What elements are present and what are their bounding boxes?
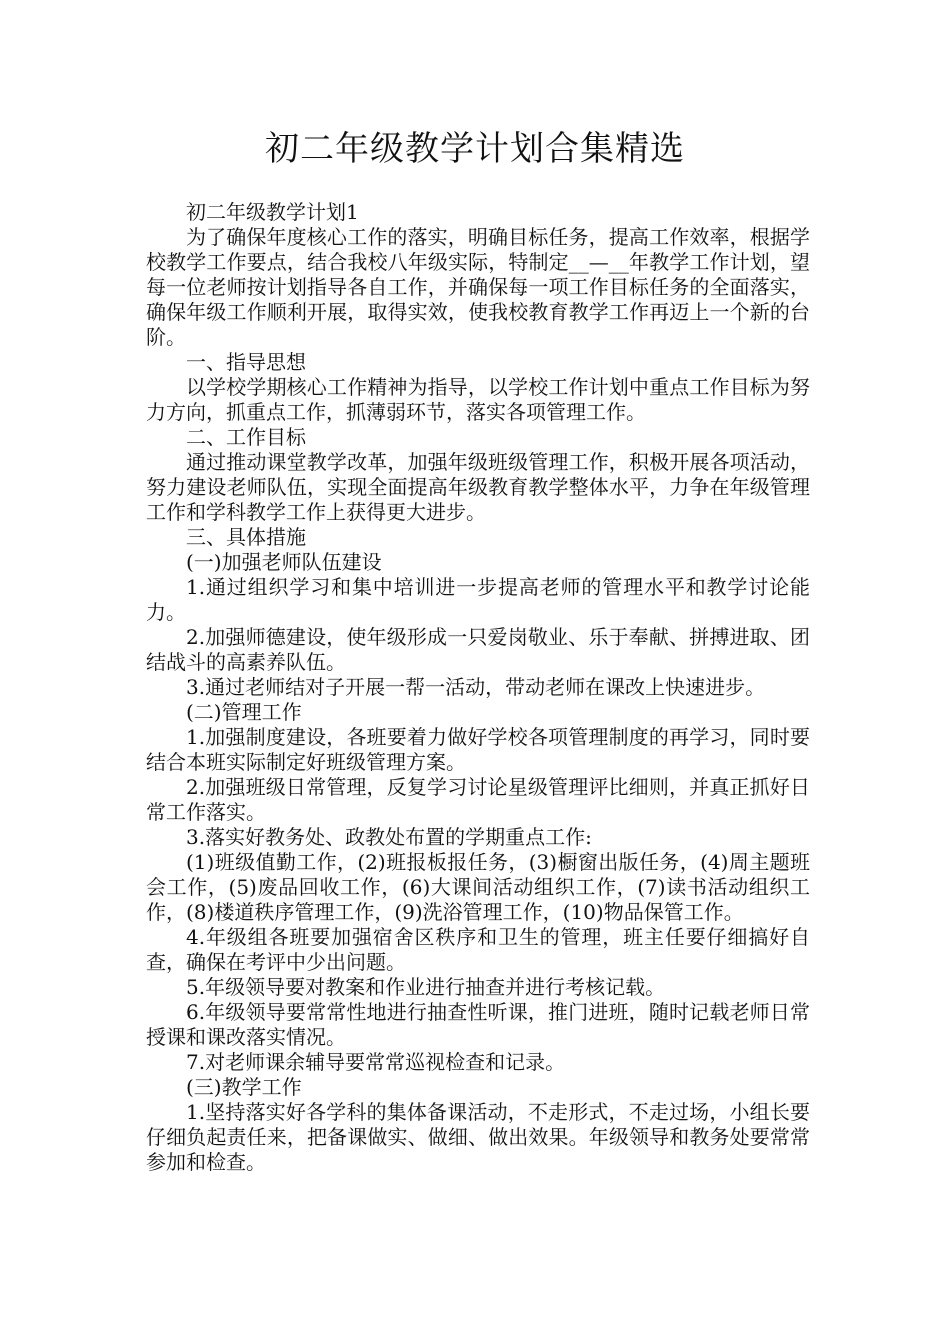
list-item: 3.落实好教务处、政教处布置的学期重点工作: xyxy=(186,825,592,849)
list-item: 2.加强师德建设，使年级形成一只爱岗敬业、乐于奉献、拼搏进取、团结战斗的高素养队伍。 xyxy=(146,625,810,674)
paragraph: 通过推动课堂教学改革，加强年级班级管理工作，积极开展各项活动，努力建设老师队伍，实现全面提高年级教育教学整体水平，力争在年级管理工作和学科教学工作上获得更大进步。 xyxy=(146,450,810,524)
list-item: 5.年级领导要对教案和作业进行抽查并进行考核记载。 xyxy=(186,975,666,999)
subsection-heading: (二)管理工作 xyxy=(186,700,302,724)
list-item: 1.加强制度建设，各班要着力做好学校各项管理制度的再学习，同时要结合本班实际制定好班级管理方案。 xyxy=(146,725,810,774)
section-heading: 二、工作目标 xyxy=(186,425,306,449)
section-heading: 三、具体措施 xyxy=(186,525,306,549)
list-item: 7.对老师课余辅导要常常巡视检查和记录。 xyxy=(186,1050,566,1074)
list-item: 3.通过老师结对子开展一帮一活动，带动老师在课改上快速进步。 xyxy=(186,675,766,699)
paragraph: 以学校学期核心工作精神为指导，以学校工作计划中重点工作目标为努力方向，抓重点工作，抓薄弱环节，落实各项管理工作。 xyxy=(146,375,810,424)
section-heading: 一、指导思想 xyxy=(186,350,306,374)
list-item: 2.加强班级日常管理，反复学习讨论星级管理评比细则，并真正抓好日常工作落实。 xyxy=(146,775,810,824)
section-heading: 初二年级教学计划1 xyxy=(186,200,359,224)
list-item: (1)班级值勤工作，(2)班报板报任务，(3)橱窗出版任务，(4)周主题班会工作，(5)废品回收工作，(6)大课间活动组织工作，(7)读书活动组织工作，(8)楼道秩序管理工作，(9)洗浴管理工作，(10)物品保管工作。 xyxy=(146,850,810,924)
list-item: 4.年级组各班要加强宿舍区秩序和卫生的管理，班主任要仔细搞好自查，确保在考评中少出问题。 xyxy=(146,925,810,974)
list-item: 1.坚持落实好各学科的集体备课活动，不走形式，不走过场，小组长要仔细负起责任来，把备课做实、做细、做出效果。年级领导和教务处要常常参加和检查。 xyxy=(146,1100,810,1174)
document-body xyxy=(146,200,810,1175)
subsection-heading: (三)教学工作 xyxy=(186,1075,302,1099)
subsection-heading: (一)加强老师队伍建设 xyxy=(186,550,382,574)
list-item: 6.年级领导要常常性地进行抽查性听课，推门进班，随时记载老师日常授课和课改落实情况。 xyxy=(146,1000,810,1049)
paragraph: 为了确保年度核心工作的落实，明确目标任务，提高工作效率，根据学校教学工作要点，结合我校八年级实际，特制定__—__年教学工作计划，望每一位老师按计划指导各自工作，并确保每一项工作目标任务的全面落实，确保年级工作顺利开展，取得实效，使我校教育教学工作再迈上一个新的台阶。 xyxy=(146,225,810,349)
page-title: 初二年级教学计划合集精选 xyxy=(265,129,685,169)
list-item: 1.通过组织学习和集中培训进一步提高老师的管理水平和教学讨论能力。 xyxy=(146,575,810,624)
